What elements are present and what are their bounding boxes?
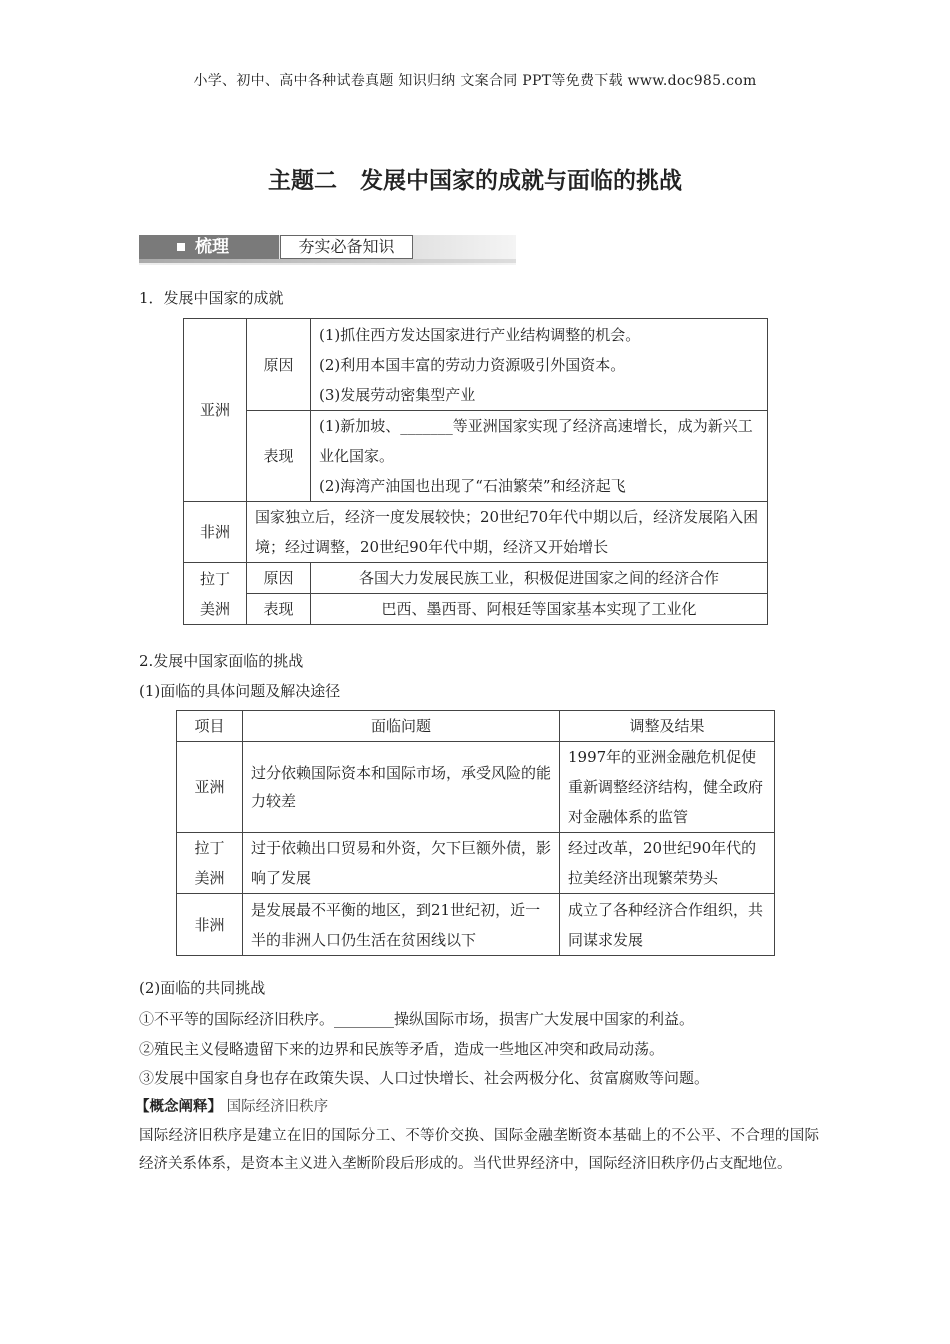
section2-sub2: (2)面临的共同挑战 <box>139 979 266 997</box>
cell-item <box>177 833 243 894</box>
cell-problem: 过于依赖出口贸易和外资，欠下巨额外债，影响了发展 <box>243 833 560 894</box>
text-line: (2)利用本国丰富的劳动力资源吸引外国资本。 <box>319 355 626 374</box>
challenge-item: ③发展中国家自身也存在政策失误、人口过快增长、社会两极分化、贫富腐败等问题。 <box>139 1069 710 1087</box>
text-line: (1)抓住西方发达国家进行产业结构调整的机会。 <box>319 325 641 344</box>
cell-asia-causes <box>311 319 768 411</box>
cell-result: 1997年的亚洲金融危机促使重新调整经济结构，健全政府对金融体系的监管 <box>560 742 775 833</box>
challenges-table <box>176 710 775 956</box>
cell-problem: 是发展最不平衡的地区，到21世纪初，近一半的非洲人口仍生活在贫困线以下 <box>243 894 560 956</box>
cell-latam-perf: 巴西、墨西哥、阿根廷等国家基本实现了工业化 <box>311 594 768 625</box>
banner-label: 梳理 <box>195 237 229 257</box>
concept-term: 国际经济旧秩序 <box>226 1099 329 1115</box>
cell-asia-perf <box>311 411 768 502</box>
cell-label: 原因 <box>247 563 311 594</box>
text-line: (3)发展劳动密集型产业 <box>319 385 476 404</box>
challenge-item: ②殖民主义侵略遗留下来的边界和民族等矛盾，造成一些地区冲突和政局动荡。 <box>139 1040 665 1058</box>
square-icon <box>177 243 185 251</box>
banner-label-box <box>139 235 279 259</box>
page-header: 小学、初中、高中各种试卷真题 知识归纳 文案合同 PPT等免费下载 www.doc985.com <box>193 73 757 89</box>
page-title: 主题二 发展中国家的成就与面临的挑战 <box>268 167 682 194</box>
section1-heading: 1．发展中国家的成就 <box>139 289 284 307</box>
section-banner <box>139 235 516 265</box>
cell-label: 表现 <box>247 411 311 502</box>
text-line: (2)海湾产油国也出现了“石油繁荣”和经济起飞 <box>319 477 626 495</box>
section2-heading: 2.发展中国家面临的挑战 <box>139 652 304 670</box>
cell-label: 原因 <box>247 319 311 411</box>
cell-result: 经过改革，20世纪90年代的拉美经济出现繁荣势头 <box>560 833 775 894</box>
cell-label: 表现 <box>247 594 311 625</box>
cell-africa: 国家独立后，经济一度发展较快；20世纪70年代中期以后，经济发展陷入困境；经过调整，20世纪90年代中期，经济又开始增长 <box>247 502 768 563</box>
concept-tag: 【概念阐释】 <box>135 1099 222 1115</box>
achievements-table <box>183 318 768 625</box>
cell-result: 成立了各种经济合作组织，共同谋求发展 <box>560 894 775 956</box>
cell-region <box>184 563 247 625</box>
cell-region: 非洲 <box>184 502 247 563</box>
text-line: 美洲 <box>199 599 230 618</box>
text-line: 美洲 <box>194 869 225 887</box>
text-line: (1)新加坡、_______等亚洲国家实现了经济高速增长，成为新兴工业化国家。 <box>319 417 753 465</box>
concept-heading <box>135 1093 328 1121</box>
cell-item: 非洲 <box>177 894 243 956</box>
header-cell: 面临问题 <box>243 711 560 742</box>
header-cell: 项目 <box>177 711 243 742</box>
text-line: 拉丁 <box>194 839 225 857</box>
challenge-item: ①不平等的国际经济旧秩序。________操纵国际市场，损害广大发展中国家的利益。 <box>139 1010 695 1028</box>
cell-latam-cause: 各国大力发展民族工业，积极促进国家之间的经济合作 <box>311 563 768 594</box>
banner-underline <box>139 259 516 263</box>
section2-sub1: (1)面临的具体问题及解决途径 <box>139 682 341 700</box>
cell-region: 亚洲 <box>184 319 247 502</box>
cell-item: 亚洲 <box>177 742 243 833</box>
cell-problem: 过分依赖国际资本和国际市场，承受风险的能力较差 <box>243 742 560 833</box>
concept-text: 国际经济旧秩序是建立在旧的国际分工、不等价交换、国际金融垄断资本基础上的不公平、不合理的国际经济关系体系，是资本主义进入垄断阶段后形成的。当代世界经济中，国际经济旧秩序仍占支配地位。 <box>139 1128 819 1172</box>
header-cell: 调整及结果 <box>560 711 775 742</box>
text-line: 拉丁 <box>199 569 230 588</box>
banner-subtitle: 夯实必备知识 <box>280 235 413 259</box>
